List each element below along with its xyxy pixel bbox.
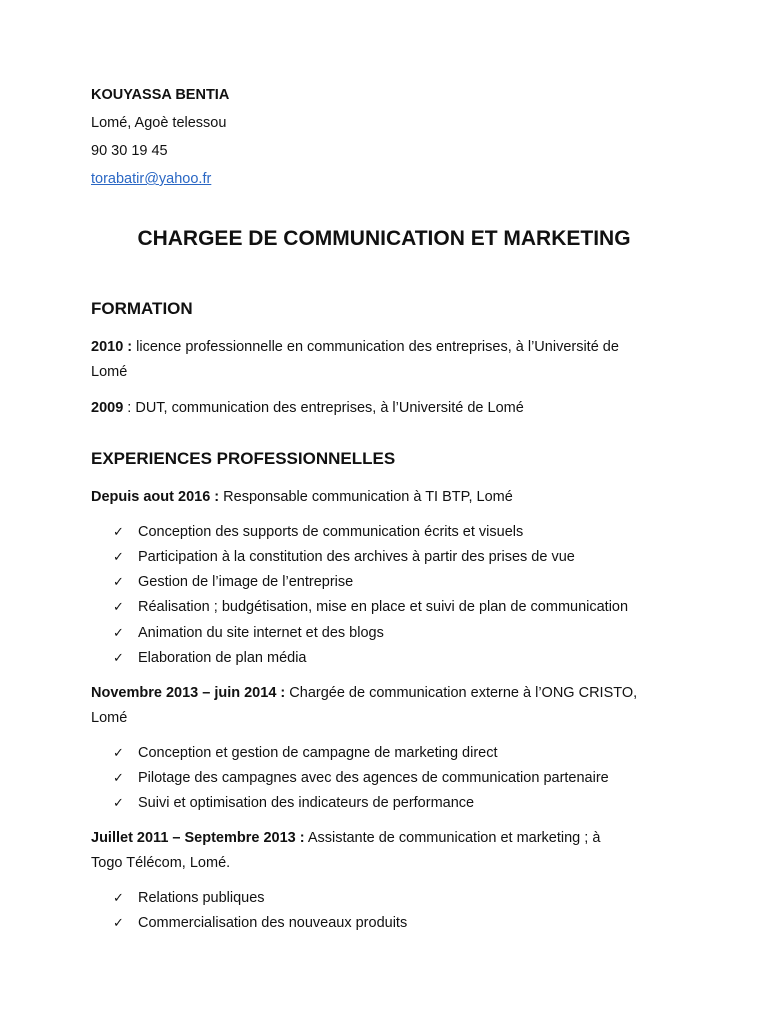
task-text: Réalisation ; budgétisation, mise en place et suivi de plan de communication <box>138 599 629 615</box>
checkmark-icon: ✓ <box>113 626 124 641</box>
checkmark-icon: ✓ <box>113 600 124 615</box>
checkmark-icon: ✓ <box>113 916 124 931</box>
checkmark-icon: ✓ <box>113 771 124 786</box>
job-role-cont: Togo Télécom, Lomé. <box>91 855 231 871</box>
experiences-heading: EXPERIENCES PROFESSIONNELLES <box>91 449 396 468</box>
formation-entry-2010 <box>91 338 619 356</box>
task-text: Relations publiques <box>138 890 265 906</box>
task-item <box>113 889 265 908</box>
contact-email-link[interactable]: torabatir@yahoo.fr <box>91 171 212 187</box>
task-text: Conception et gestion de campagne de marketing direct <box>138 745 498 761</box>
checkmark-icon: ✓ <box>113 796 124 811</box>
contact-name: KOUYASSA BENTIA <box>91 87 230 103</box>
job-period: Novembre 2013 – juin 2014 : <box>91 685 286 701</box>
task-item <box>113 523 523 542</box>
checkmark-icon: ✓ <box>113 651 124 666</box>
job-period: Depuis aout 2016 : <box>91 489 220 505</box>
task-text: Elaboration de plan média <box>138 650 307 666</box>
task-text: Gestion de l’image de l’entreprise <box>138 574 354 590</box>
task-item <box>113 573 353 592</box>
job-role: Responsable communication à TI BTP, Lomé <box>219 489 513 505</box>
task-text: Suivi et optimisation des indicateurs de performance <box>138 795 475 811</box>
task-item <box>113 598 628 617</box>
job-role: Assistante de communication et marketing ; à <box>304 830 601 846</box>
checkmark-icon: ✓ <box>113 891 124 906</box>
formation-entry-2010-cont: Lomé <box>91 364 128 380</box>
task-text: Participation à la constitution des archives à partir des prises de vue <box>138 549 575 565</box>
job-role-cont: Lomé <box>91 710 128 726</box>
formation-text: licence professionnelle en communication des entreprises, à l’Université de <box>132 339 619 355</box>
job-role: Chargée de communication externe à l’ONG CRISTO, <box>285 685 638 701</box>
job-header <box>91 684 637 702</box>
formation-text: : DUT, communication des entreprises, à l’Université de Lomé <box>123 400 524 416</box>
checkmark-icon: ✓ <box>113 746 124 761</box>
task-text: Animation du site internet et des blogs <box>138 625 384 641</box>
checkmark-icon: ✓ <box>113 550 124 565</box>
task-text: Pilotage des campagnes avec des agences de communication partenaire <box>138 770 609 786</box>
formation-year: 2010 : <box>91 339 133 355</box>
task-item <box>113 794 474 813</box>
task-text: Commercialisation des nouveaux produits <box>138 915 408 931</box>
task-item <box>113 769 609 788</box>
job-header <box>91 829 600 847</box>
task-item <box>113 548 575 567</box>
checkmark-icon: ✓ <box>113 525 124 540</box>
checkmark-icon: ✓ <box>113 575 124 590</box>
job-period: Juillet 2011 – Septembre 2013 : <box>91 830 305 846</box>
contact-address: Lomé, Agoè telessou <box>91 115 227 131</box>
cv-title: CHARGEE DE COMMUNICATION ET MARKETING <box>137 227 631 250</box>
formation-entry-2009 <box>91 399 524 417</box>
formation-heading: FORMATION <box>91 299 193 318</box>
task-item <box>113 649 306 668</box>
task-item <box>113 914 407 933</box>
task-text: Conception des supports de communication écrits et visuels <box>138 524 524 540</box>
task-item <box>113 744 498 763</box>
job-header <box>91 488 513 506</box>
task-item <box>113 624 384 643</box>
formation-year: 2009 <box>91 400 124 416</box>
contact-phone: 90 30 19 45 <box>91 143 168 159</box>
